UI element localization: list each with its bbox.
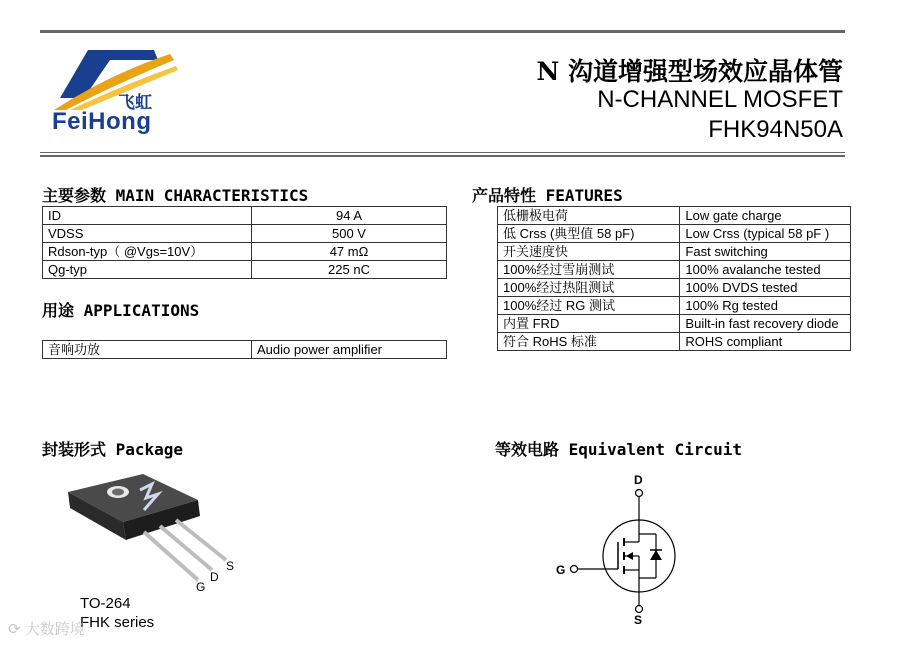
param-cell: Rdson-typ（ @Vgs=10V） <box>43 243 252 261</box>
table-row <box>43 207 447 225</box>
logo-en-text: FeiHong <box>52 108 152 135</box>
package-heading: 封装形式 Package <box>42 440 184 459</box>
feature-en-cell: Low gate charge <box>680 207 851 225</box>
app-en-cell: Audio power amplifier <box>252 341 447 359</box>
feature-en-cell: 100% Rg tested <box>680 297 851 315</box>
table-row <box>43 341 447 359</box>
feature-cn-cell: 开关速度快 <box>498 243 680 261</box>
feature-en-cell: Fast switching <box>680 243 851 261</box>
applications-table <box>42 340 447 359</box>
title-cn: N 沟道增强型场效应晶体管 <box>536 57 843 86</box>
table-row <box>498 333 851 351</box>
table-row <box>498 225 851 243</box>
circuit-heading: 等效电路 Equivalent Circuit <box>495 440 743 459</box>
pin-s-label: S <box>226 559 235 573</box>
param-cell: VDSS <box>43 225 252 243</box>
table-row <box>498 243 851 261</box>
logo-emblem-icon <box>50 44 180 114</box>
feature-cn-cell: 100%经过雪崩测试 <box>498 261 680 279</box>
circuit-label-s: S <box>634 613 643 627</box>
table-row <box>43 225 447 243</box>
feature-cn-cell: 100%经过 RG 测试 <box>498 297 680 315</box>
part-number: FHK94N50A <box>708 116 843 143</box>
feature-en-cell: 100% avalanche tested <box>680 261 851 279</box>
circuit-label-d: D <box>634 473 643 487</box>
feature-en-cell: 100% DVDS tested <box>680 279 851 297</box>
mosfet-schematic <box>566 478 706 628</box>
table-row <box>43 243 447 261</box>
package-type: TO-264 <box>80 595 131 612</box>
table-row <box>498 261 851 279</box>
table-row <box>43 261 447 279</box>
feature-cn-cell: 低 Crss (典型值 58 pF) <box>498 225 680 243</box>
header-rule-bold <box>40 155 845 157</box>
feature-cn-cell: 100%经过热阻测试 <box>498 279 680 297</box>
table-row <box>498 297 851 315</box>
features-table <box>497 206 851 351</box>
circuit-label-g: G <box>556 563 566 577</box>
main-characteristics-heading: 主要参数 MAIN CHARACTERISTICS <box>42 186 309 205</box>
feature-en-cell: Built-in fast recovery diode <box>680 315 851 333</box>
table-row <box>498 207 851 225</box>
logo-cn-text: 飞虹 <box>118 93 152 112</box>
watermark-text: 大数跨境 <box>24 621 85 638</box>
watermark-logo-icon: ⟳ <box>8 621 25 638</box>
pin-g-label: G <box>196 580 206 594</box>
applications-heading: 用途 APPLICATIONS <box>42 301 200 320</box>
value-cell: 94 A <box>252 207 447 225</box>
param-cell: Qg-typ <box>43 261 252 279</box>
feature-en-cell: ROHS compliant <box>680 333 851 351</box>
package-series: FHK series <box>80 614 155 631</box>
feature-cn-cell: 内置 FRD <box>498 315 680 333</box>
top-rule <box>40 30 845 33</box>
value-cell: 47 mΩ <box>252 243 447 261</box>
app-cn-cell: 音响功放 <box>43 341 252 359</box>
value-cell: 500 V <box>252 225 447 243</box>
header-rule <box>40 152 845 153</box>
title-en: N-CHANNEL MOSFET <box>597 86 843 113</box>
feature-cn-cell: 低栅极电荷 <box>498 207 680 225</box>
features-heading: 产品特性 FEATURES <box>472 186 623 205</box>
watermark <box>8 618 85 639</box>
table-row <box>498 279 851 297</box>
table-row <box>498 315 851 333</box>
param-cell: ID <box>43 207 252 225</box>
feature-en-cell: Low Crss (typical 58 pF ) <box>680 225 851 243</box>
feihong-logo <box>50 44 180 136</box>
main-characteristics-table <box>42 206 447 279</box>
value-cell: 225 nC <box>252 261 447 279</box>
feature-cn-cell: 符合 RoHS 标准 <box>498 333 680 351</box>
pin-d-label: D <box>210 570 219 584</box>
